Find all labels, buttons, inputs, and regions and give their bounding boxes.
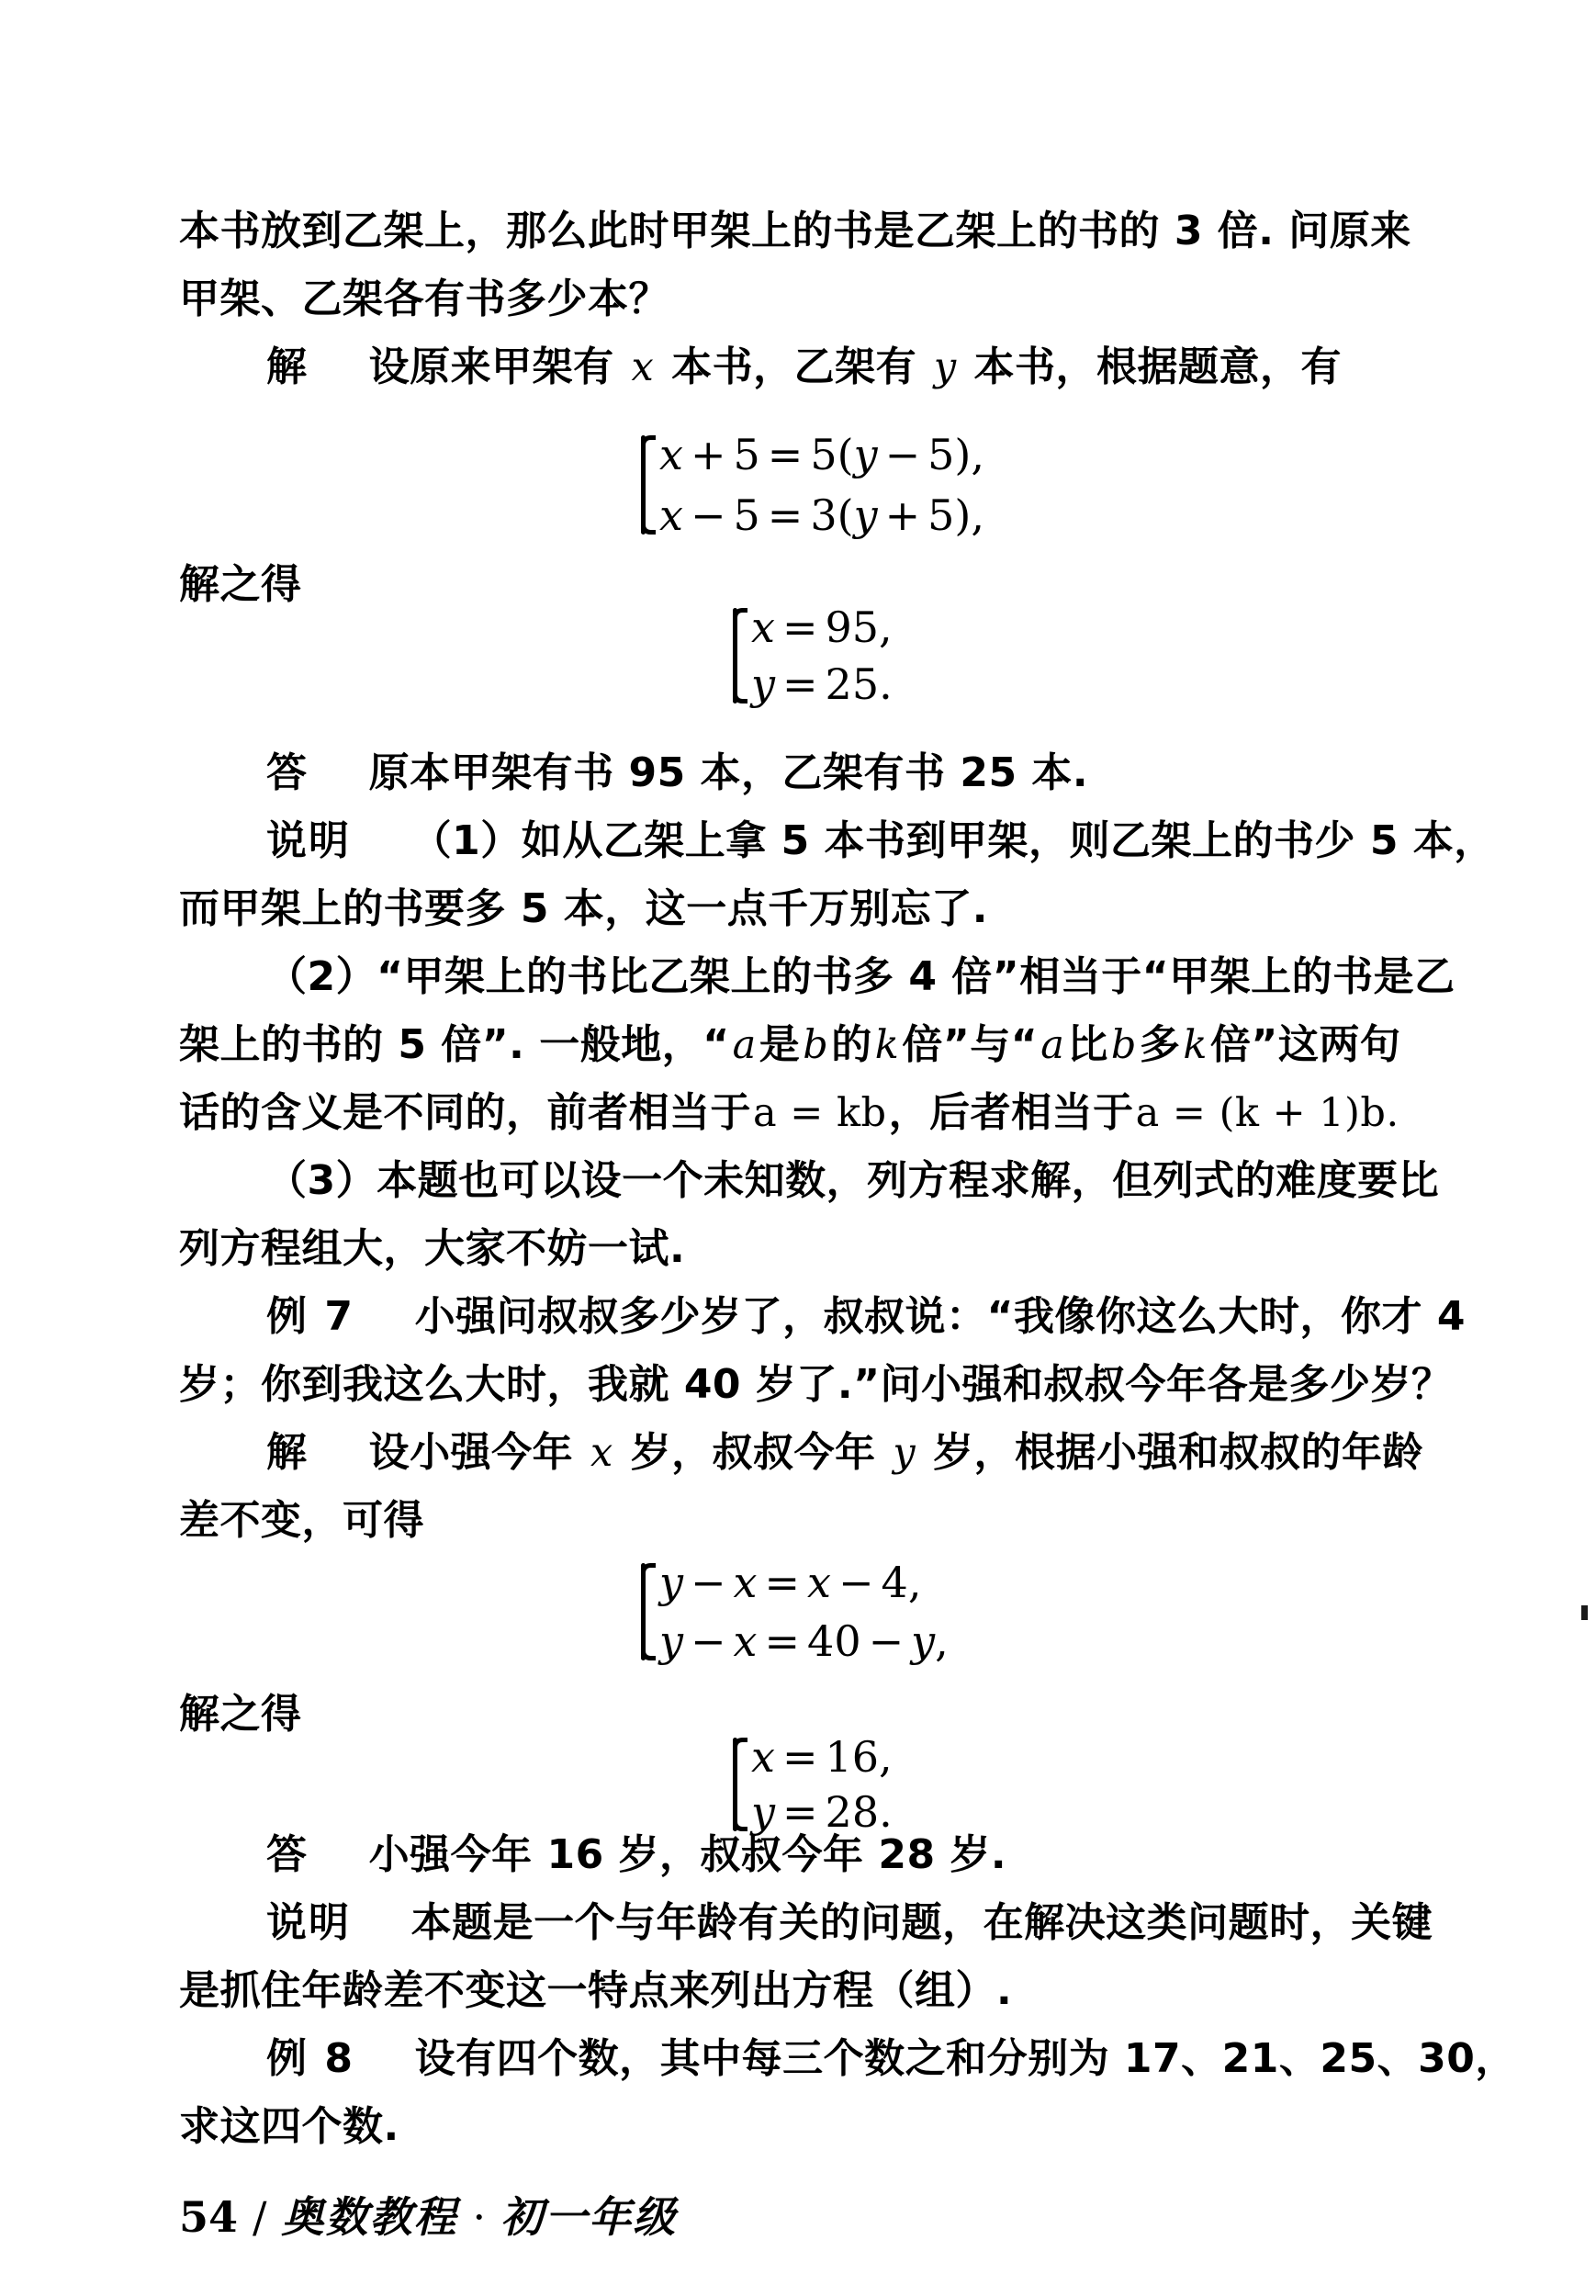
text-line: 解之得 [179, 561, 302, 608]
footer-dot: · [472, 2192, 487, 2242]
equation-row: y − x = x − 4, [659, 1558, 922, 1607]
equation-row: y = 28. [751, 1787, 893, 1837]
text-line: （2）“甲架上的书比乙架上的书多 4 倍”相当于“甲架上的书是乙 [266, 953, 1456, 1000]
answer-text: 原本甲架有书 95 本，乙架有书 25 本. [368, 749, 1089, 796]
solution-text-c: 岁，根据小强和叔叔的年龄 [933, 1429, 1424, 1476]
inline-equation-akb: a = kb [753, 1090, 887, 1136]
answer-line [266, 1831, 1515, 1878]
variable-y: y [893, 1430, 916, 1476]
note-text-a: 话的含义是不同的，前者相当于 [179, 1089, 751, 1136]
example-label: 例 7 [266, 1293, 354, 1340]
left-brace-icon [725, 1736, 746, 1833]
page-footer [179, 2184, 677, 2245]
note-text: （1）如从乙架上拿 5 本书到甲架，则乙架上的书少 5 本， [410, 817, 1495, 864]
solution-text-c: 本书，根据题意，有 [973, 343, 1343, 390]
solution-text-a: 设小强今年 [368, 1429, 574, 1476]
equation-row: y − x = 40 − y, [659, 1616, 949, 1666]
footer-separator: / [253, 2192, 267, 2242]
scan-artifact-speck [1581, 1605, 1588, 1620]
text-line: 岁；你到我这么大时，我就 40 岁了.”问小强和叔叔今年各是多少岁？ [179, 1361, 1453, 1408]
variable-x: x [590, 1430, 613, 1476]
equation-row: x = 95, [751, 602, 893, 652]
text-line-math [179, 1089, 1428, 1136]
book-subtitle: 初一年级 [500, 2192, 678, 2242]
note-text-d: 倍”与“ [902, 1021, 1039, 1068]
example-label: 例 8 [266, 2035, 354, 2082]
text-line: 甲架、乙架各有书多少本？ [179, 276, 669, 322]
solution-intro-line [266, 1429, 1515, 1476]
variable-k: k [874, 1022, 900, 1068]
left-brace-icon [725, 606, 746, 705]
note-label: 说明 [266, 1899, 351, 1946]
equation-system-3 [634, 1558, 949, 1666]
equation-system-2 [725, 602, 893, 709]
book-title: 奥数教程 [281, 2192, 458, 2242]
note-text-b: 是 [759, 1021, 801, 1068]
left-brace-icon [634, 433, 654, 536]
example-text: 小强问叔叔多少岁了，叔叔说：“我像你这么大时，你才 4 [414, 1293, 1466, 1340]
note-text-a: 架上的书的 5 倍”. 一般地，“ [179, 1021, 730, 1068]
variable-x: x [631, 344, 655, 390]
solution-text-b: 本书，乙架有 [671, 343, 917, 390]
solution-intro-line [266, 343, 1515, 390]
example-7-line [266, 1293, 1515, 1340]
text-line: 是抓住年龄差不变这一特点来列出方程（组）. [179, 1967, 1013, 2014]
solution-label: 解 [266, 1429, 309, 1476]
solution-text-b: 岁，叔叔今年 [630, 1429, 876, 1476]
answer-label: 答 [266, 749, 309, 796]
answer-line [266, 749, 1515, 796]
page-number: 54 [179, 2192, 239, 2242]
inline-equation-ak1b: a = (k + 1)b. [1135, 1090, 1399, 1136]
note-text: 本题是一个与年龄有关的问题，在解决这类问题时，关键 [410, 1899, 1433, 1946]
variable-b: b [1110, 1022, 1137, 1068]
note-text-c: 的 [831, 1021, 872, 1068]
solution-text-a: 设原来甲架有 [368, 343, 614, 390]
text-line: 解之得 [179, 1691, 302, 1738]
text-line: 差不变，可得 [179, 1497, 424, 1544]
note-line [266, 817, 1515, 864]
note-line [266, 1899, 1515, 1946]
note-text-g: 倍”这两句 [1209, 1021, 1401, 1068]
note-text-b: ，后者相当于 [888, 1089, 1134, 1136]
answer-text: 小强今年 16 岁，叔叔今年 28 岁. [368, 1831, 1007, 1878]
text-line: 而甲架上的书要多 5 本，这一点千万别忘了. [179, 885, 988, 932]
answer-label: 答 [266, 1831, 309, 1878]
text-line: 求这四个数. [179, 2103, 399, 2150]
equation-row: y = 25. [751, 659, 893, 709]
example-text: 设有四个数，其中每三个数之和分别为 17、21、25、30， [414, 2035, 1516, 2082]
note-text-f: 多 [1139, 1021, 1181, 1068]
equation-row: x − 5 = 3(y + 5), [659, 490, 984, 540]
variable-y: y [933, 344, 957, 390]
left-brace-icon [634, 1561, 654, 1662]
variable-k: k [1183, 1022, 1208, 1068]
note-label: 说明 [266, 817, 351, 864]
text-line-math [179, 1021, 1428, 1068]
solution-label: 解 [266, 343, 309, 390]
example-8-line [266, 2035, 1516, 2082]
equation-system-4 [725, 1732, 893, 1837]
equation-row: x = 16, [751, 1732, 893, 1782]
variable-a: a [732, 1022, 757, 1068]
text-line: 本书放到乙架上，那么此时甲架上的书是乙架上的书的 3 倍. 问原来 [179, 208, 1411, 254]
text-line: 列方程组大，大家不妨一试. [179, 1225, 686, 1272]
note-text-e: 比 [1067, 1021, 1108, 1068]
text-line: （3）本题也可以设一个未知数，列方程求解，但列式的难度要比 [266, 1157, 1440, 1204]
variable-b: b [803, 1022, 829, 1068]
equation-system-1 [634, 430, 984, 540]
variable-a: a [1040, 1022, 1065, 1068]
equation-row: x + 5 = 5(y − 5), [659, 430, 984, 479]
